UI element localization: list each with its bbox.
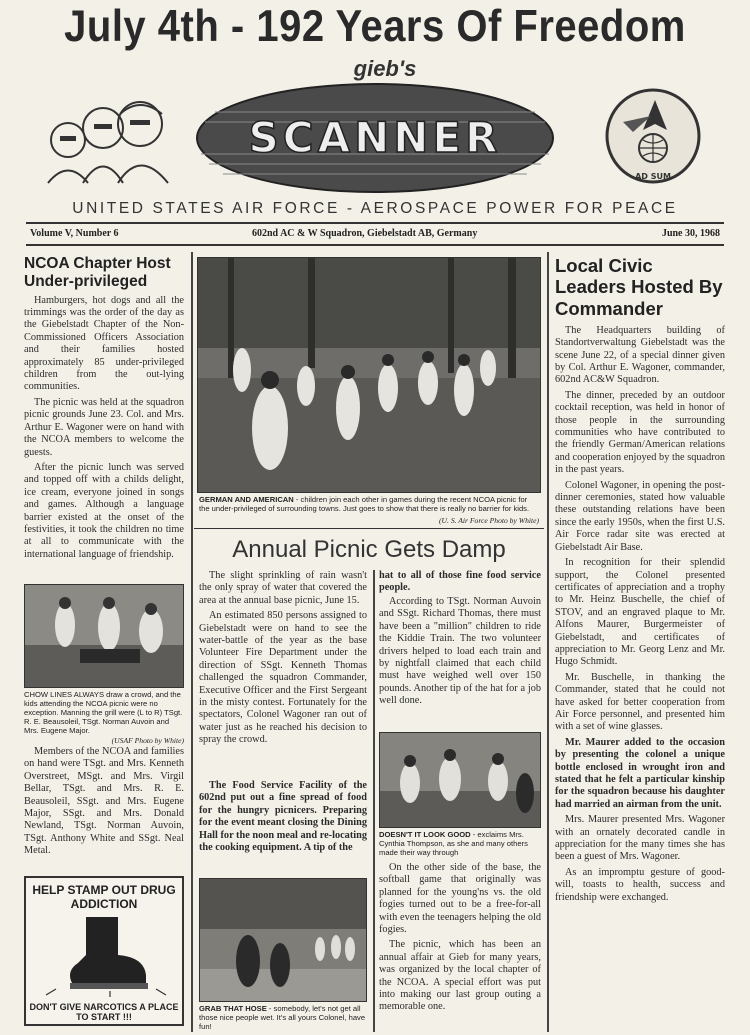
civic-paragraph: Mr. Buschelle, in thanking the Commander, stated that he could not have asked for better cooperation from Air Force personnel, and presented him with a set of wine glasses. xyxy=(555,671,725,733)
picnic-games-caption xyxy=(199,495,539,513)
civic-paragraph: Colonel Wagoner, in opening the post-dinner ceremonies, stated how valuable these outstanding relations have been since the early 1950s, when the first U.S. Air Force radar site was erected at Giebelstadt Air Base. xyxy=(555,479,725,553)
picnic-paragraph: On the other side of the base, the softball game that originally was planned for the young'ns vs. the old fogies turned out to be a free-for-all with even the teenagers helping the old fogies. xyxy=(379,862,541,936)
picnic-paragraph: hat to all of those fine food service people. xyxy=(379,570,541,594)
issue-date: June 30, 1968 xyxy=(661,228,720,239)
chow-line-credit: (USAF Photo by White) xyxy=(111,736,184,745)
picnic-headline: Annual Picnic Gets Damp xyxy=(232,536,506,563)
picnic-paragraph: According to TSgt. Norman Auvoin and SSgt. Richard Thomas, there must have been a "million" children to ride the Kiddie Train. The two volunteer drivers helped to load each train and by nightfall claimed that each child must have weighed well over 150 pounds. Another tip of the hat for a job well done. xyxy=(379,596,541,707)
hose-caption xyxy=(199,1004,367,1031)
ncoa-article xyxy=(24,255,184,564)
picnic-hed-rule xyxy=(194,528,544,529)
civic-paragraph: The dinner, preceded by an outdoor cocktail reception, was held in honor of those people in the surrounding communities who have contributed to the friendly German/American relations and cooperation enjoyed by the squadron in the past years. xyxy=(555,389,725,476)
headline: July 4th - 192 Years Of Freedom xyxy=(64,2,686,52)
ncoa-headline: NCOA Chapter Host Under-privileged xyxy=(24,255,171,290)
picnic-column-2-after xyxy=(379,862,541,1017)
volume-number: Volume V, Number 6 xyxy=(30,228,119,239)
picnic-column-1 xyxy=(199,570,367,750)
column-rule-right xyxy=(547,252,549,1032)
tagline: UNITED STATES AIR FORCE - AEROSPACE POWER FOR PEACE xyxy=(72,200,678,217)
caption-lead: DOESN'T IT LOOK GOOD xyxy=(379,830,471,839)
caption-lead: GRAB THAT HOSE xyxy=(199,1004,267,1013)
gieb-label: gieb's xyxy=(353,56,417,81)
picnic-column-1-bold xyxy=(199,780,367,857)
ncoa-paragraph: Hamburgers, hot dogs and all the trimmings was the order of the day as the Giebelstadt Chapter of the Non-Commissioned Officers Association and their families hosted approximately 85 under-privileged children from the out-lying communities. xyxy=(24,294,184,393)
caption-lead: GERMAN AND AMERICAN xyxy=(199,495,294,504)
civic-article xyxy=(555,255,725,907)
civic-headline: Local Civic Leaders Hosted By Commander xyxy=(555,255,723,319)
squadron-seal-icon xyxy=(603,86,703,186)
caption-text: - exclaims Mrs. Cynthia Thompson, as she and many others made their way through xyxy=(379,830,528,857)
drug-ad-title: HELP STAMP OUT DRUG ADDICTION xyxy=(32,883,176,911)
food-line-caption xyxy=(379,830,541,857)
stomping-boot-icon xyxy=(26,911,182,997)
civic-paragraph: The Headquarters building of Standortverwaltung Giebelstadt was the scene June 22, of a special dinner given by Col. Arthur E. Wagoner, commander, 602nd AC&W Squadron. xyxy=(555,324,725,386)
ncoa-members xyxy=(24,746,184,861)
civic-paragraph: Mr. Maurer added to the occasion by presenting the colonel a unique bottle enclosed in wrought iron and stated that he felt a particular kinship for the squadron because his daughter had married an airman from the unit. xyxy=(555,736,725,810)
picnic-paragraph: The slight sprinkling of rain wasn't the only spray of water that covered the area at the annual base picnic, June 15. xyxy=(199,570,367,606)
picnic-games-photo xyxy=(197,257,541,493)
ncoa-body xyxy=(24,295,184,562)
scanner-logo xyxy=(195,82,555,194)
civic-paragraph: As an impromptu gesture of good-will, toasts to health, success and friendship were exchanged. xyxy=(555,866,725,903)
squadron-location: 602nd AC & W Squadron, Giebelstadt AB, Germany xyxy=(252,228,478,239)
picnic-column-2-bold xyxy=(379,570,541,598)
ncoa-paragraph: After the picnic lunch was served and topped off with a childs delight, ice cream, everyone joined in songs and games. Although a language barrier existed at the onset of the festivities, it took the children no time at all to communicate with the international language of friendship. xyxy=(24,461,184,560)
caption-text: - somebody, let's not get all those nice people wet. It's all yours Colonel, have fun! xyxy=(199,1004,366,1031)
pilots-illustration xyxy=(28,88,178,188)
picnic-paragraph: The Food Service Facility of the 602nd put out a fine spread of food for the hungry picnicers. Preparing for the event meant closing the Dining Hall for the noon meal and re-locating the cooking equipment. A tip of the xyxy=(199,780,367,854)
picnic-paragraph: An estimated 850 persons assigned to Giebelstadt were on hand to see the water-battle of the year as the base Volunteer Fire Department under the direction of SSgt. Kenneth Thomas challenged the squadron Commander, Executive Officer and the First Sergeant in the misty contest. Fortunately for the spectators, Colonel Wagoner ran out of water just as he reached his decision to spray the crowd. xyxy=(199,610,367,746)
drug-ad-footer: DON'T GIVE NARCOTICS A PLACE TO START !!! xyxy=(29,1002,179,1022)
civic-paragraph: In recognition for their splendid support, the Colonel presented certificates of appreciation and a trophy to Mr. Heinz Buschelle, the chief of STOV, and an engraved plaque to Mr. Alfons Maurer, Burgermeister of Giebelstadt, and certificates of appreciation to Mr. Georg Lenz and Mr. Hugo Schmidt. xyxy=(555,557,725,668)
seal-motto: AD SUM xyxy=(635,172,671,181)
chow-line-caption: CHOW LINES ALWAYS draw a crowd, and the kids attending the NCOA picnic were no exception. Manning the grill were (L to R) TSgt. R. E. Beausoleil, TSgt. Norman Auvoin and Mrs. Eugene Major. xyxy=(24,690,183,735)
drug-addiction-ad xyxy=(24,876,184,1026)
picnic-column-2 xyxy=(379,596,541,711)
masthead-rule xyxy=(26,222,724,224)
chow-line-photo xyxy=(24,584,184,688)
scanner-title: SCANNER xyxy=(248,113,502,162)
civic-paragraph: Mrs. Maurer presented Mrs. Wagoner with an ornately decorated candle in appreciation for the many times she has been a guest of Mrs. Wagoner. xyxy=(555,814,725,863)
dateline-rule xyxy=(26,244,724,246)
ncoa-paragraph: The picnic was held at the squadron picnic grounds June 23. Col. and Mrs. Arthur E. Wagoner were on hand with the NCOA members to welcome the guests. xyxy=(24,396,184,458)
picnic-games-credit: (U. S. Air Force Photo by White) xyxy=(439,516,539,525)
caption-text: - children join each other in games during the recent NCOA picnic for the under-privileged of surrounding towns. Just goes to show that there is really no barrier for kids. xyxy=(199,495,530,513)
hose-photo xyxy=(199,878,367,1002)
picnic-paragraph: The picnic, which has been an annual affair at Gieb for many years, was organized by the local chapter of the NCOA. A special effort was put into making our last group outing a memorable one. xyxy=(379,939,541,1013)
column-rule-middle xyxy=(373,570,375,1032)
column-rule-left xyxy=(191,252,193,1032)
civic-body-end xyxy=(555,814,725,904)
ncoa-members-paragraph: Members of the NCOA and families on hand were TSgt. and Mrs. Kenneth Overstreet, MSgt. and Mrs. Virgil Bellar, TSgt. and Mrs. R. E. Beausoleil, SSgt. and Mrs. Eugene Major, SSgt. and Mrs. Donald Newland, TSgt. Norman Auvoin, TSgt. Anthony White and SSgt. Neal Metal. xyxy=(24,746,184,857)
food-line-photo xyxy=(379,732,541,828)
civic-body xyxy=(555,325,725,734)
civic-bold-body xyxy=(555,737,725,811)
